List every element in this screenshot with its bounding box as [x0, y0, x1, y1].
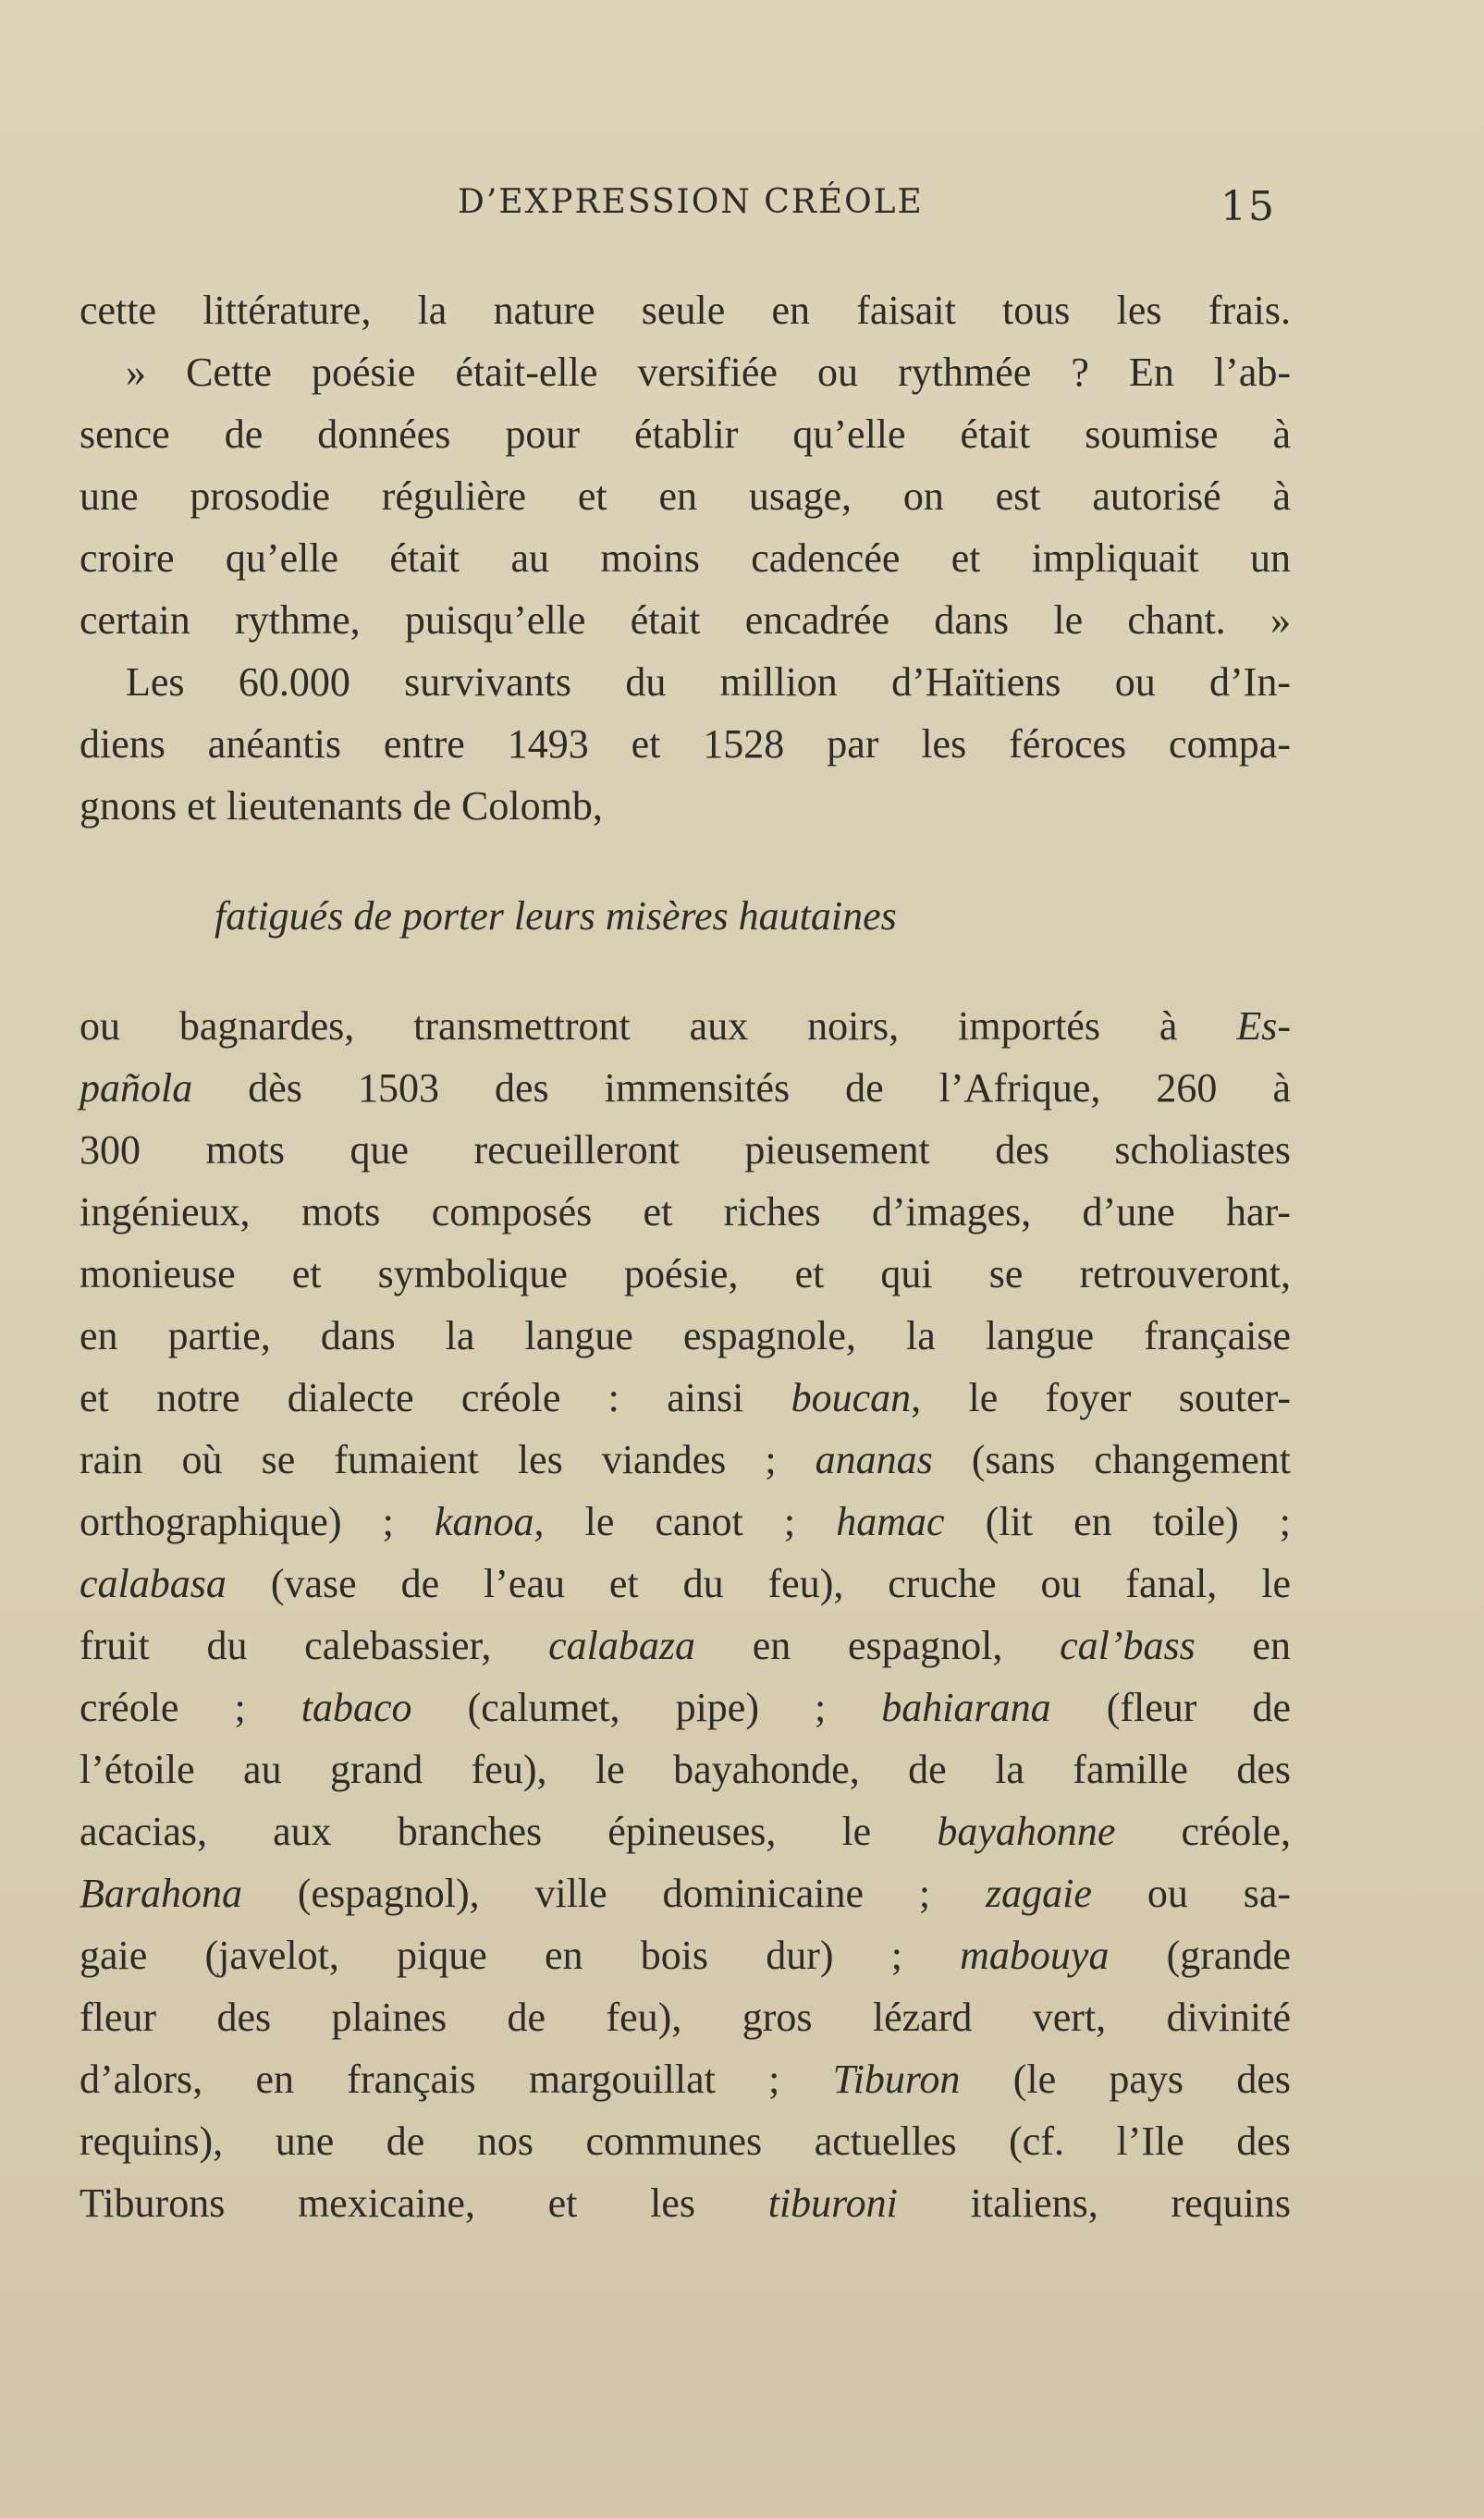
- text-line: 300 mots que recueilleront pieusement des scholiastes: [80, 1127, 1291, 1173]
- text-line: l’étoile au grand feu), le bayahonde, de la famille des: [80, 1747, 1291, 1792]
- text-line: pañola dès 1503 des immensités de l’Afrique, 260 à: [80, 1065, 1291, 1111]
- text-line: calabasa (vase de l’eau et du feu), cruche ou fanal, le: [80, 1561, 1291, 1606]
- text-line: et notre dialecte créole : ainsi boucan, le foyer souter-: [80, 1375, 1292, 1420]
- text-line: ou bagnardes, transmettront aux noirs, importés à Es-: [80, 1003, 1291, 1049]
- text-line: Les 60.000 survivants du million d’Haïtiens ou d’In-: [126, 659, 1291, 705]
- text-line: rain où se fumaient les viandes ; ananas (sans changement: [80, 1437, 1291, 1482]
- text-line: fleur des plaines de feu), gros lézard vert, divinité: [80, 1995, 1291, 2040]
- text-line: certain rythme, puisqu’elle était encadrée dans le chant. »: [80, 597, 1291, 643]
- text-line: d’alors, en français margouillat ; Tiburon (le pays des: [80, 2057, 1291, 2102]
- text-line: Tiburons mexicaine, et les tiburoni italiens, requins: [80, 2180, 1291, 2226]
- text-line: croire qu’elle était au moins cadencée et impliquait un: [80, 535, 1291, 581]
- text-line: gaie (javelot, pique en bois dur) ; mabouya (grande: [80, 1933, 1292, 1978]
- text-line: orthographique) ; kanoa, le canot ; hamac (lit en toile) ;: [80, 1499, 1291, 1544]
- text-line: Barahona (espagnol), ville dominicaine ; zagaie ou sa-: [80, 1871, 1292, 1916]
- text-line: requins), une de nos communes actuelles (cf. l’Ile des: [80, 2119, 1291, 2164]
- body-text: [80, 279, 1291, 2234]
- text-line: sence de données pour établir qu’elle était soumise à: [80, 411, 1291, 457]
- text-line: cette littérature, la nature seule en faisait tous les frais.: [80, 288, 1291, 333]
- text-line: fruit du calebassier, calabaza en espagnol, cal’bass en: [80, 1623, 1291, 1668]
- text-line: gnons et lieutenants de Colomb,: [80, 783, 603, 829]
- text-line: acacias, aux branches épineuses, le bayahonne créole,: [80, 1809, 1291, 1854]
- text-line: une prosodie régulière et en usage, on est autorisé à: [80, 473, 1291, 519]
- text-line: diens anéantis entre 1493 et 1528 par les féroces compa-: [80, 721, 1291, 767]
- text-line: ingénieux, mots composés et riches d’images, d’une har-: [80, 1189, 1291, 1234]
- text-line: » Cette poésie était-elle versifiée ou rythmée ? En l’ab-: [126, 350, 1291, 395]
- page-header: [0, 183, 1484, 239]
- running-title: D’EXPRESSION CRÉOLE: [458, 183, 924, 221]
- page-number: 15: [1220, 183, 1276, 230]
- verse-quotation: fatigués de porter leurs misères hautaines: [215, 893, 897, 939]
- text-line: monieuse et symbolique poésie, et qui se retrouveront,: [80, 1251, 1291, 1296]
- text-line: créole ; tabaco (calumet, pipe) ; bahiarana (fleur de: [80, 1685, 1291, 1730]
- text-line: en partie, dans la langue espagnole, la langue française: [80, 1313, 1291, 1358]
